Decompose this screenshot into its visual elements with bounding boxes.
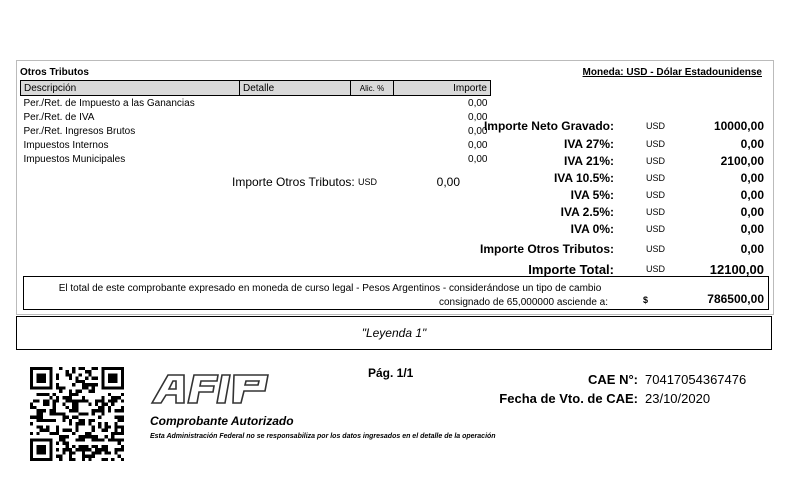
cell-importe: 0,00: [468, 97, 488, 109]
totals-value: 0,00: [740, 222, 764, 236]
otros-tributos-total-currency: USD: [358, 177, 378, 187]
cell-descripcion: Impuestos Internos: [23, 139, 109, 151]
cell-importe: 0,00: [468, 125, 488, 137]
page-number: Pág. 1/1: [368, 366, 414, 380]
cell-alic: [351, 152, 394, 166]
cell-importe: 0,00: [468, 139, 488, 151]
qr-code-icon: [30, 367, 124, 461]
legal-note-text: [50, 282, 610, 310]
legal-currency: $: [643, 295, 649, 305]
cell-importe: 0,00: [468, 153, 488, 165]
cell-detalle: [240, 138, 351, 152]
table-row: [21, 96, 491, 111]
disclaimer-text: Esta Administración Federal no se responsabiliza por los datos ingresados en el detalle de la operación: [150, 433, 496, 440]
totals-row: [470, 137, 766, 154]
totals-value: 0,00: [740, 171, 764, 185]
afip-logo: [150, 371, 272, 405]
cell-detalle: [240, 152, 351, 166]
leyenda-text: "Leyenda 1": [361, 326, 427, 340]
cell-descripcion: Per./Ret. de Impuesto a las Ganancias: [23, 97, 195, 109]
totals-row: [470, 154, 766, 171]
cell-descripcion: Per./Ret. de IVA: [23, 111, 95, 123]
totals-currency: USD: [646, 173, 666, 183]
totals-row: [470, 119, 766, 136]
totals-value: 2100,00: [720, 154, 764, 168]
cell-alic: [351, 124, 394, 138]
cae-label: CAE N°:: [588, 372, 638, 387]
header-importe: Importe: [394, 81, 491, 96]
totals-label: Importe Total:: [528, 262, 614, 277]
otros-tributos-total-value: 0,00: [436, 175, 460, 189]
totals-label: IVA 21%:: [563, 154, 614, 168]
totals-currency: USD: [646, 207, 666, 217]
totals-row: [470, 242, 766, 259]
totals-label: IVA 2.5%:: [560, 205, 614, 219]
cell-alic: [351, 138, 394, 152]
cell-descripcion: Impuestos Municipales: [23, 153, 126, 165]
totals-row: [470, 205, 766, 222]
totals-label: IVA 0%:: [570, 222, 614, 236]
header-detalle: Detalle: [240, 81, 351, 96]
table-row: [21, 138, 491, 152]
totals-value: 0,00: [740, 137, 764, 151]
totals-row: [470, 171, 766, 188]
totals-value: 10000,00: [713, 119, 764, 133]
totals-value: 12100,00: [709, 262, 764, 277]
totals-value: 0,00: [740, 205, 764, 219]
table-row: [21, 110, 491, 124]
totals-label: Importe Otros Tributos:: [479, 242, 614, 256]
totals-currency: USD: [646, 190, 666, 200]
cell-alic: [351, 96, 394, 111]
table-header-row: [21, 81, 491, 96]
totals-label: IVA 10.5%:: [553, 171, 614, 185]
legal-total-pesos: 786500,00: [707, 292, 764, 306]
otros-tributos-title: Otros Tributos: [20, 67, 89, 78]
totals-label: IVA 27%:: [563, 137, 614, 151]
comprobante-autorizado: Comprobante Autorizado: [150, 414, 294, 428]
cell-alic: [351, 110, 394, 124]
totals-currency: USD: [646, 139, 666, 149]
header-descripcion: Descripción: [21, 81, 240, 96]
totals-value: 0,00: [740, 188, 764, 202]
totals-row: [470, 222, 766, 239]
cae-expiry-date: 23/10/2020: [645, 391, 711, 406]
totals-value: 0,00: [740, 242, 764, 256]
cell-detalle: [240, 124, 351, 138]
legal-note-line2: consignado de 65,000000 asciende a:: [438, 297, 608, 308]
totals-currency: USD: [646, 121, 666, 131]
legal-note-line1: El total de este comprobante expresado en moneda de curso legal - Pesos Argentinos - considerándose un tipo de cambio: [58, 283, 602, 294]
table-row: [21, 124, 491, 138]
totals-currency: USD: [646, 156, 666, 166]
cell-detalle: [240, 110, 351, 124]
totals-currency: USD: [646, 264, 666, 274]
header-alicuota: Alic. %: [351, 81, 394, 96]
cell-descripcion: Per./Ret. Ingresos Brutos: [23, 125, 136, 137]
moneda-label: Moneda: USD - Dólar Estadounidense: [582, 67, 762, 78]
cell-importe: 0,00: [468, 111, 488, 123]
cae-expiry-label: Fecha de Vto. de CAE:: [499, 391, 638, 406]
totals-currency: USD: [646, 224, 666, 234]
totals-label: Importe Neto Gravado:: [483, 119, 614, 133]
totals-currency: USD: [646, 244, 666, 254]
otros-tributos-table: [20, 80, 491, 166]
otros-tributos-total-label: Importe Otros Tributos:: [232, 175, 355, 189]
cae-number: 70417054367476: [645, 372, 747, 387]
totals-row: [470, 188, 766, 205]
table-row: [21, 152, 491, 166]
cell-detalle: [240, 96, 351, 111]
totals-label: IVA 5%:: [570, 188, 614, 202]
